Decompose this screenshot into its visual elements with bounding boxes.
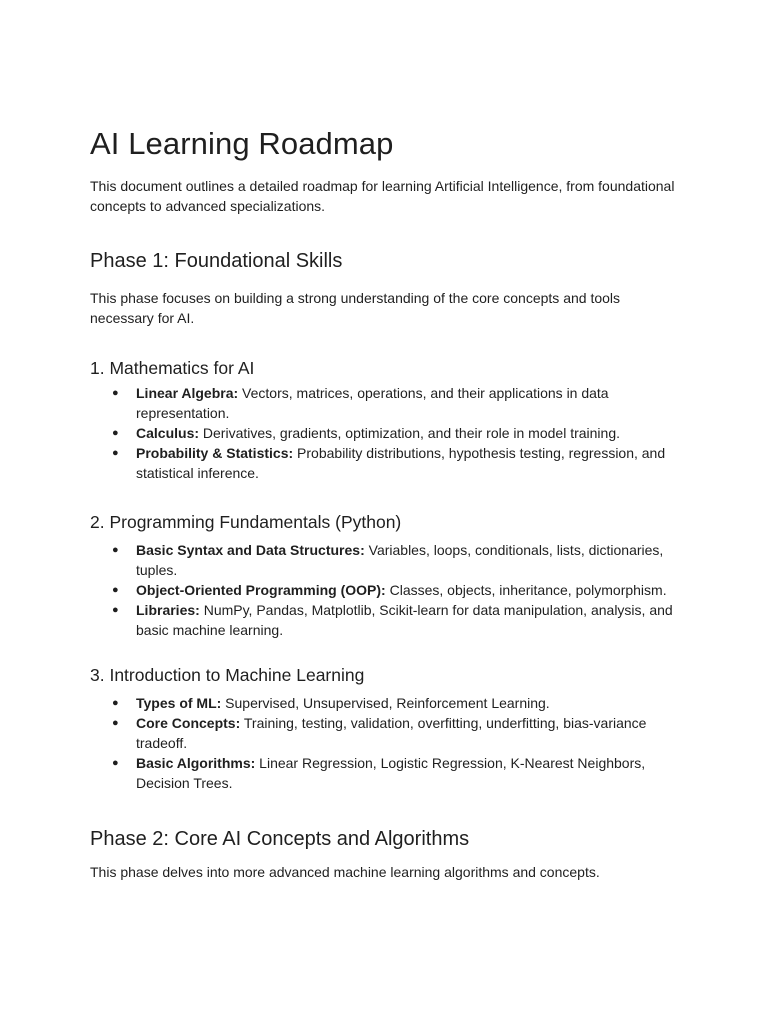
bullet-icon: ●	[112, 544, 119, 556]
bullet-icon: ●	[112, 697, 119, 709]
list-item-term: Basic Syntax and Data Structures:	[136, 542, 365, 558]
list-item	[90, 540, 678, 580]
phase1-description: This phase focuses on building a strong understanding of the core concepts and tools necessary for AI.	[90, 290, 621, 326]
section-heading-machine-learning: 3. Introduction to Machine Learning	[90, 665, 365, 685]
bullet-icon: ●	[112, 387, 119, 399]
list-item	[90, 423, 678, 443]
list-item	[90, 713, 678, 753]
list-item	[90, 600, 678, 640]
bullet-icon: ●	[112, 717, 119, 729]
bullet-icon: ●	[112, 584, 119, 596]
list-item-term: Calculus:	[136, 425, 200, 441]
list-item-term: Core Concepts:	[136, 715, 241, 731]
list-item-term: Probability & Statistics:	[136, 445, 294, 461]
list-item-term: Linear Algebra:	[136, 385, 239, 401]
phase2-heading: Phase 2: Core AI Concepts and Algorithms	[90, 828, 470, 850]
machine-learning-list	[90, 693, 678, 793]
bullet-icon: ●	[112, 757, 119, 769]
bullet-icon: ●	[112, 604, 119, 616]
list-item-text: Supervised, Unsupervised, Reinforcement Learning.	[221, 695, 550, 711]
bullet-icon: ●	[112, 447, 119, 459]
list-item-text: Classes, objects, inheritance, polymorphism.	[385, 582, 667, 598]
list-item	[90, 383, 678, 423]
list-item	[90, 580, 678, 600]
list-item-text: NumPy, Pandas, Matplotlib, Scikit-learn for data manipulation, analysis, and basic machine learning.	[136, 602, 673, 638]
mathematics-list	[90, 383, 678, 483]
list-item	[90, 753, 678, 793]
intro-paragraph: This document outlines a detailed roadmap for learning Artificial Intelligence, from foundational concepts to advanced specializations.	[90, 178, 675, 214]
list-item-text: Vectors, matrices, operations, and their applications in data representation.	[136, 385, 609, 421]
programming-list	[90, 540, 678, 640]
list-item	[90, 693, 678, 713]
phase1-heading: Phase 1: Foundational Skills	[90, 250, 343, 272]
document-title: AI Learning Roadmap	[90, 126, 394, 161]
list-item-text: Derivatives, gradients, optimization, and their role in model training.	[199, 425, 620, 441]
list-item-term: Libraries:	[136, 602, 200, 618]
list-item-term: Types of ML:	[136, 695, 222, 711]
list-item-text: Training, testing, validation, overfitting, underfitting, bias-variance tradeoff.	[136, 715, 647, 751]
section-heading-mathematics: 1. Mathematics for AI	[90, 358, 255, 378]
phase2-description: This phase delves into more advanced machine learning algorithms and concepts.	[90, 864, 600, 880]
bullet-icon: ●	[112, 427, 119, 439]
list-item	[90, 443, 678, 483]
list-item-text: Probability distributions, hypothesis testing, regression, and statistical inference.	[136, 445, 666, 481]
list-item-term: Object-Oriented Programming (OOP):	[136, 582, 386, 598]
section-heading-programming: 2. Programming Fundamentals (Python)	[90, 512, 402, 532]
list-item-term: Basic Algorithms:	[136, 755, 256, 771]
list-item-text: Linear Regression, Logistic Regression, K-Nearest Neighbors, Decision Trees.	[136, 755, 646, 791]
list-item-text: Variables, loops, conditionals, lists, dictionaries, tuples.	[136, 542, 664, 578]
